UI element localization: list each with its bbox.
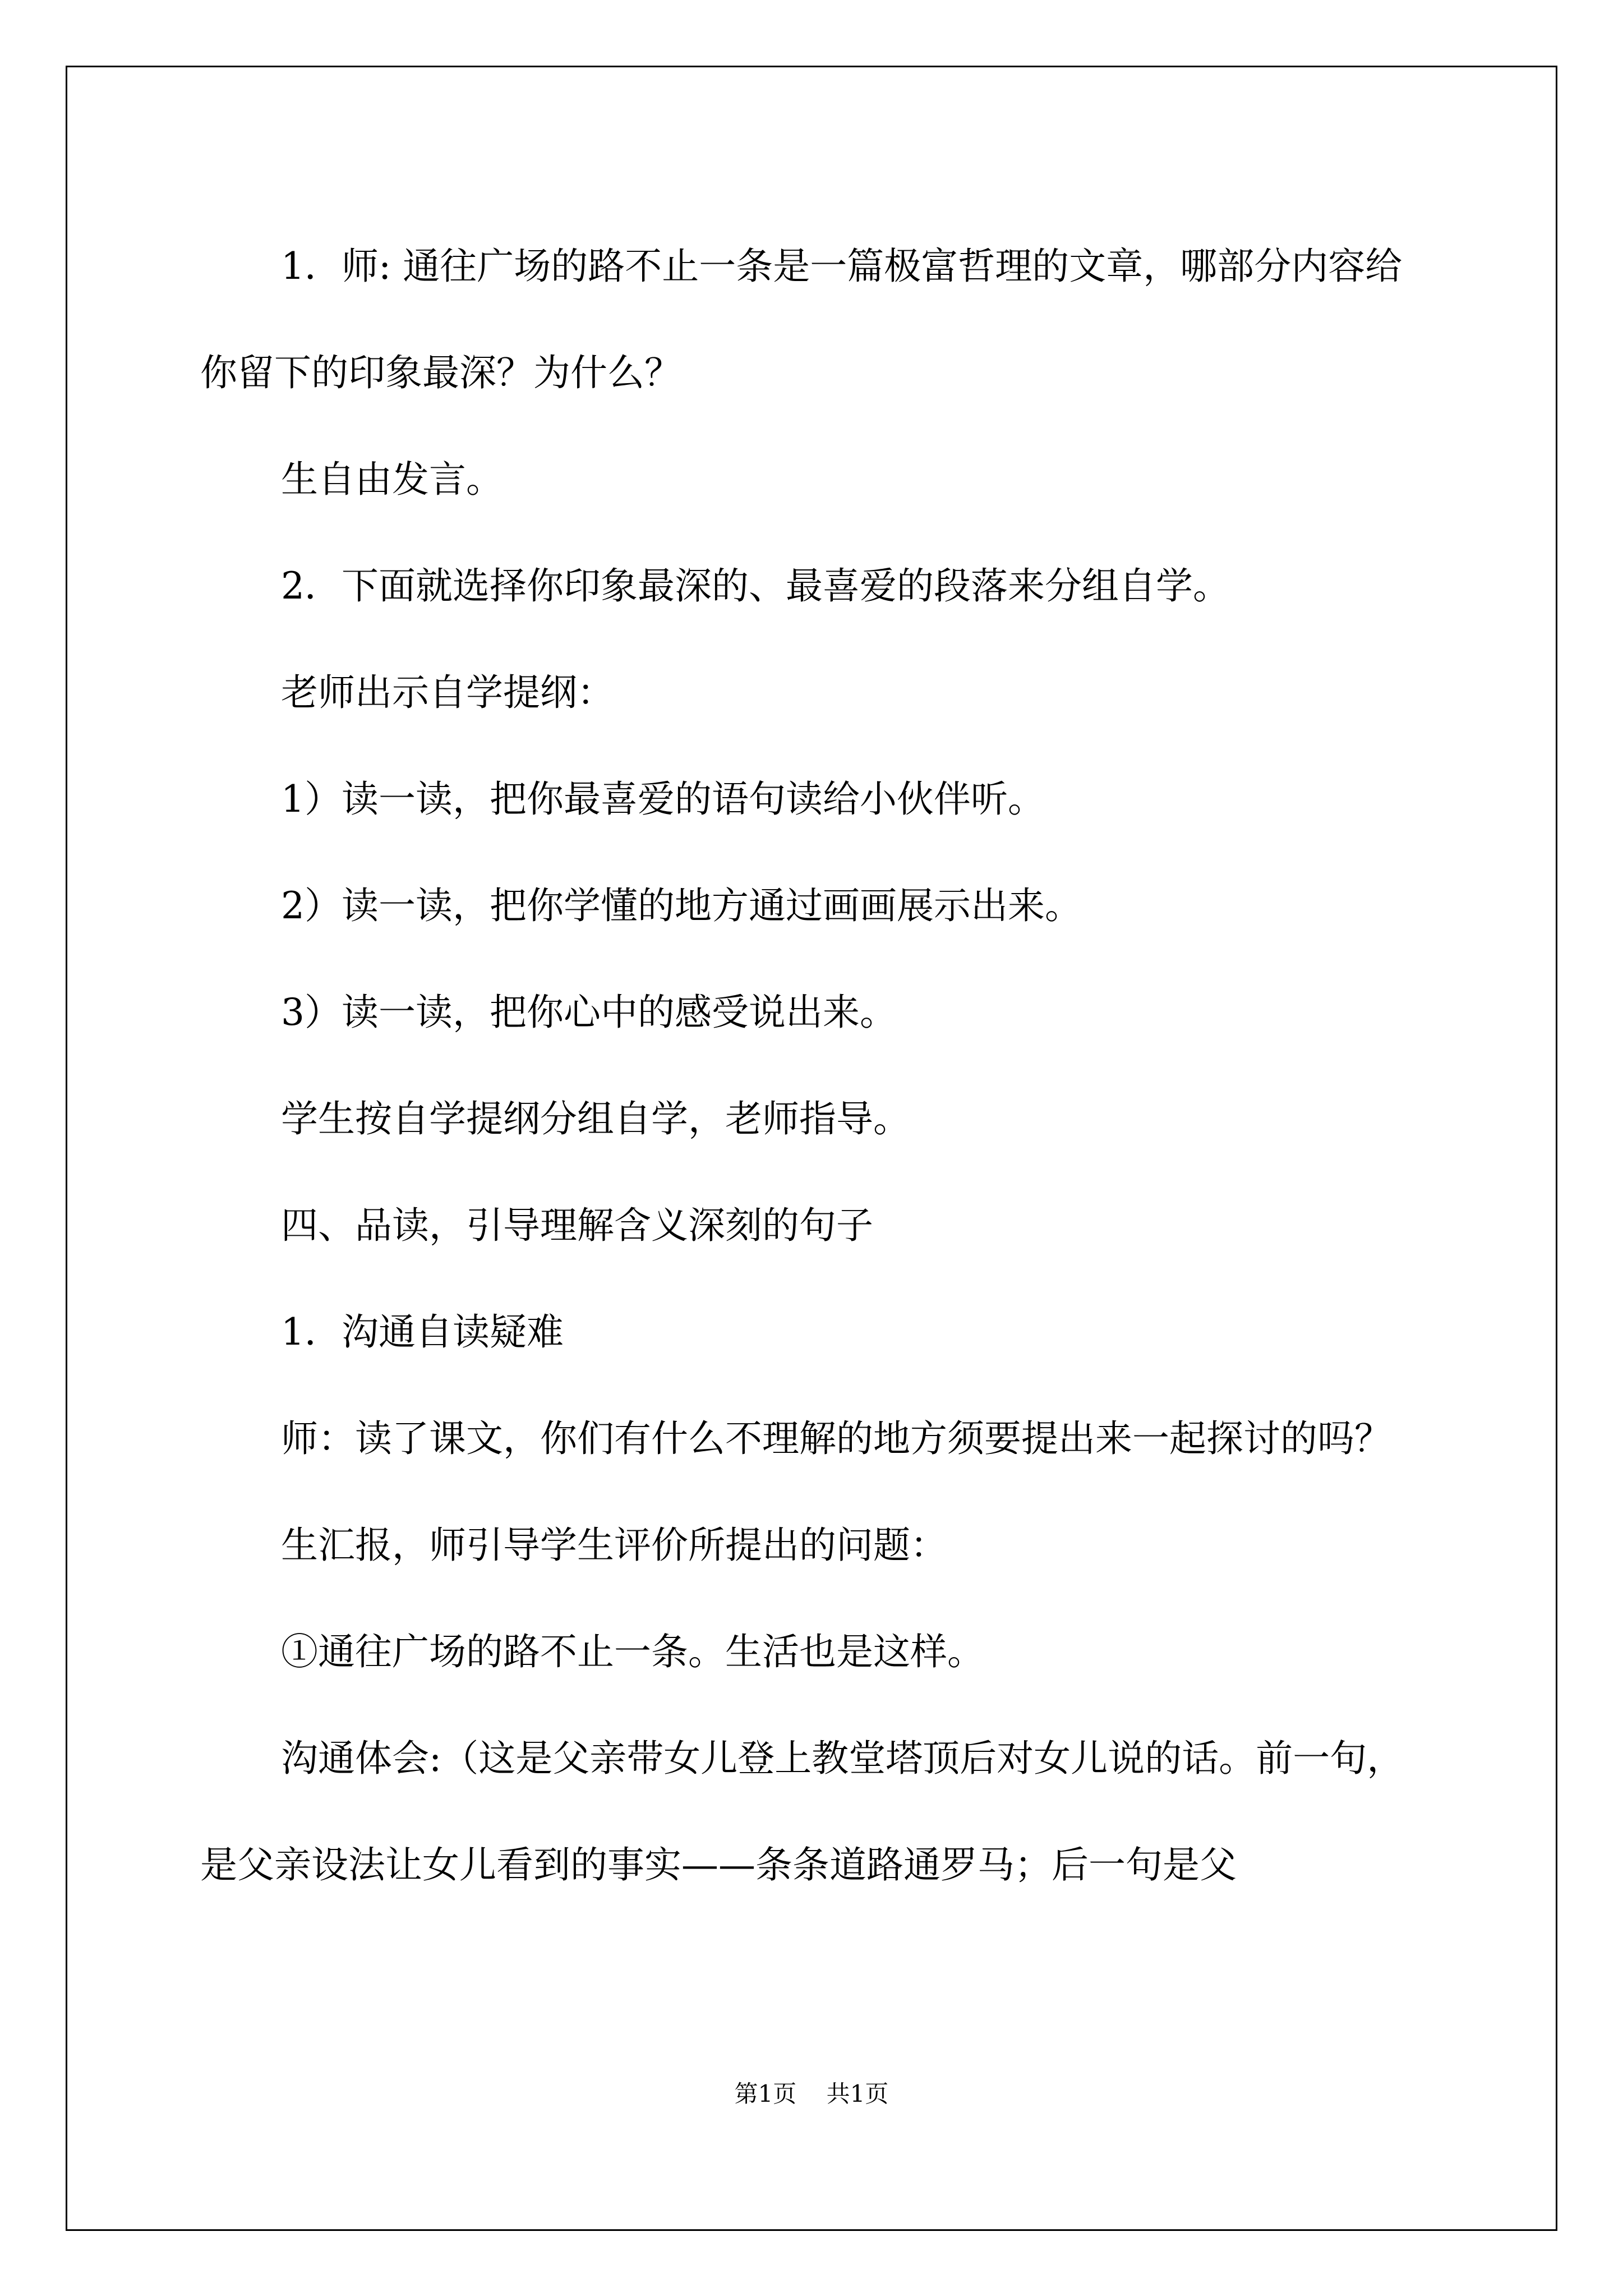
paragraph: ①通往广场的路不止一条。生活也是这样。: [281, 1630, 984, 1673]
paragraph: 3）读一读，把你心中的感受说出来。: [281, 991, 897, 1034]
paragraph: 沟通体会:（这是父亲带女儿登上教堂塔顶后对女儿说的话。前一句，是父亲设法让女儿看到的事实——条条道路通罗马；后一句是父: [200, 1737, 1404, 1887]
document-body: [200, 213, 1434, 1918]
section-heading: 四、品读，引导理解含义深刻的句子: [281, 1204, 873, 1247]
paragraph: 2．下面就选择你印象最深的、最喜爱的段落来分组自学。: [281, 564, 1230, 608]
paragraph: 生汇报，师引导学生评价所提出的问题：: [281, 1524, 947, 1567]
paragraph: 老师出示自学提纲：: [281, 671, 614, 714]
page-number: 第1页: [734, 2080, 797, 2108]
paragraph: 师：读了课文，你们有什么不理解的地方须要提出来一起探讨的吗？: [281, 1417, 1391, 1460]
paragraph: 2）读一读，把你学懂的地方通过画画展示出来。: [281, 884, 1082, 927]
page-total: 共1页: [826, 2080, 889, 2108]
subsection-heading: 1．沟通自读疑难: [281, 1310, 564, 1354]
paragraph: 学生按自学提纲分组自学，老师指导。: [281, 1097, 910, 1140]
page-footer: [0, 2076, 1623, 2109]
paragraph: 1）读一读，把你最喜爱的语句读给小伙伴听。: [281, 777, 1045, 821]
paragraph: 生自由发言。: [281, 458, 503, 501]
paragraph: 1．师: 通往广场的路不止一条是一篇极富哲理的文章，哪部分内容给你留下的印象最深？为什么？: [200, 245, 1403, 394]
